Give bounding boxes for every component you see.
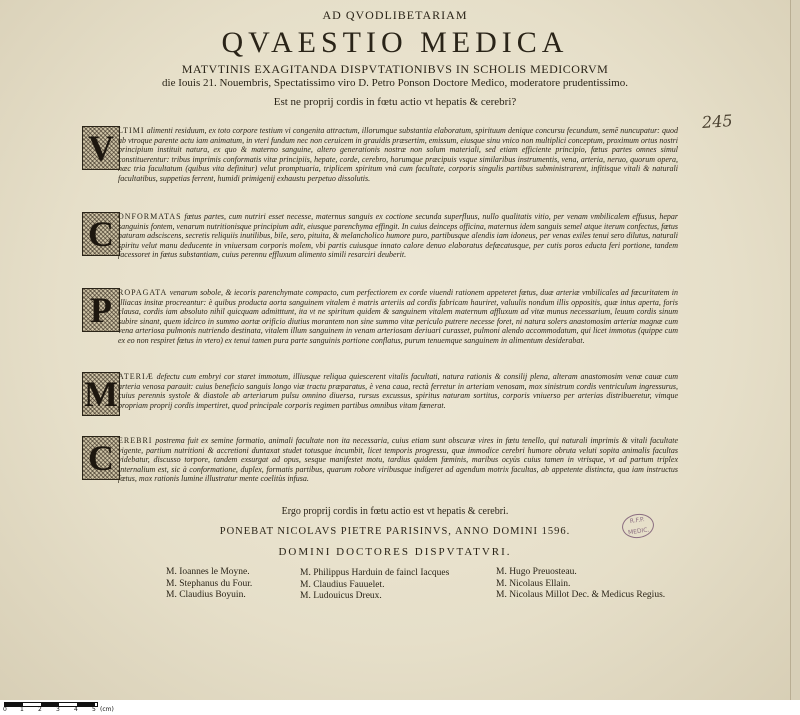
doctor-name: M. Ioannes le Moyne.	[166, 567, 250, 577]
doctors-column-3	[496, 567, 665, 602]
doctor-name: M. Ludouicus Dreux.	[300, 591, 382, 601]
paragraph-1	[118, 126, 678, 184]
header-line-1: AD QVODLIBETARIAM	[322, 8, 468, 22]
paragraph-1-lead: LTIMI	[118, 126, 145, 135]
library-stamp: R.F.P. MEDIC.	[620, 512, 655, 540]
dropcap-m: M	[82, 372, 120, 416]
dropcap-c: C	[82, 212, 120, 256]
paragraph-2	[118, 212, 678, 260]
paragraph-5-text: postrema fuit ex semine formatio, animali facultate non ita necessaria, cuius etiam sunt obscuræ vires in fœtu tenello, qui naturali imprimis & vitali facultate vigente, partium nutritioni & accretioni duntaxat studet totusque incumbit, licet temporis progressu, quæ immodice cerebri humore obruta veluti sopita animalis facultas videbatur, discusso torpore, tandem exsurgat ad opus, sesque manifestet motu, tardius quidem fœminis, maribus ocyùs cuius tamen in vtrisque, vt ad partum triplex internalium est, sic à conformatione, duplex, formatis partibus, quarum robore viribusque indigeret ad agendum motrix facultas, ab appetente distincta, qua iam instructus fœtus, mox rationis lumine illustratur mente coelitùs infusa.	[118, 436, 678, 484]
doctor-name: M. Stephanus du Four.	[166, 578, 253, 589]
paragraph-2-text: fœtus partes, cum nutriri esset necesse, maternus sanguis ex coctione secunda superfluus, nullo qualitatis vitio, per venam vmbilicalem effusus, hepar sanguinis fontem, venarum nutritionisque principium adit, eiusque parenchyma effingit. In cuius deinceps officina, maternus idem sanguis semel atque iterum confectus, fœtus naturam adsciscens, secretis reliquiis inutilibus, bile, sero, pituita, & melancholico humore puro, partibusque alendis iam idoneus, per venas exiles tenui sero dilutus, naturali spiritu velut manu deducente in vniuersam corporis molem, vbi partis cuiusque innato calore denuo elaboratus defæcatusque, per cutis poros educta feri portione, tandem facessoret in fœtus substantiam, cuius perennu effluxum alimento simili resarciri deuberit.	[118, 212, 678, 260]
scale-tick: 2	[38, 706, 42, 713]
ponebat-line: PONEBAT NICOLAVS PIETRE PARISINVS, ANNO DOMINI 1596.	[219, 526, 571, 537]
paragraph-3	[118, 288, 678, 346]
paragraph-3-text: venarum sobole, & iecoris parenchymate compacto, cum perfectiorem ex corde viuendi rationem appeteret fœtus, duæ arteriæ vmbilicales ad fœcuritatem in illiacas insitæ procreantur: è quibus producta aorta sanguinem vitalem è matris arteriis ad cordis fabricam hauriret, valuulis nondum illis oppositis, quæ intus aperta, foris clausa, cordis iam absoluto nihil quicquam admitttunt, ita vt ne spiritum quidem & sanguinem vitalem maternum affluxum ad vitæ munus necessarium, leuum cordis sinum subire sinant, quem idcirco in summo aortæ orificio diutius morantem non sine summo vitæ periculo putrere necesse foret, ni natura solers anastomosim arteriæ magnæ cum vena arteriosa pulmonis nutriendo destinata, vitalem illum sanguinem in venam arteriosam deriuari curasset, pulmoni alendo accommodatum, qui licet immotus (quippe cum ex eo non respiret fœtus in vtero) ex tenui tamen pura parte sanguinis portione conflatus, purum tenuemque sanguinem in alimentum desiderabat.	[118, 288, 678, 345]
doctor-name: M. Philippus Harduin de faincl Iacques	[300, 568, 450, 578]
scale-tick: 4	[74, 706, 78, 713]
doctor-name: M. Claudius Boyuin.	[166, 590, 246, 600]
paragraph-5-lead: EREBRI	[118, 436, 153, 445]
dropcap-p: P	[82, 288, 120, 332]
doctors-column-1	[166, 567, 252, 602]
dropcap-v: V	[82, 126, 120, 170]
conclusion-line: Ergo proprij cordis in fœtu actio est vt hepatis & cerebri.	[281, 506, 509, 517]
dropcap-c2: C	[82, 436, 120, 480]
doctor-name: M. Nicolaus Ellain.	[496, 578, 571, 589]
scale-ruler	[0, 700, 800, 715]
scale-bar	[4, 702, 98, 707]
doctor-name: M. Nicolaus Millot Dec. & Medicus Regius.	[496, 590, 666, 600]
doctor-name: M. Hugo Preuosteau.	[496, 567, 577, 577]
scale-unit: (cm)	[100, 706, 114, 713]
paragraph-1-text: alimenti residuum, ex toto corpore testium vi congenita attractum, illorumque substantia elaboratum, spirituum denique concursu fecundum, semē nuncupatur: quod ab vtroque parente actu iam animatum, in vteri fundum nec non ceruicem in grauidis præsertim, emissum, eiusque sinu vnico non multiplici conceptum, proximum ortus nostri principium instituit natura, ex quo & materno sanguine, altero generationis nostræ non solum materiali, sed etiam efficiente principio, fœtus partes omnes simul constituerentur: tribus imprimis conformatis vitæ principiis, hepate, corde, cerebro, horumque præcipuis vsque similaribus instrumentis, vena, arteria, neruo, quorum opera, hæc tria facultatum (quibus vita definitur) velut promptuaria, triplicem spiritum vnà cum facultate, corporis singulis partibus subministrarent, infitisque vitali & naturali facultatibus, suppetias ferrent, humidi primigenij exhaustu perpetuo dissolutis.	[118, 126, 678, 183]
adjacent-page-edge	[790, 0, 800, 700]
page-title: QVAESTIO MEDICA	[221, 26, 569, 59]
doctor-name: M. Claudius Fauuelet.	[300, 579, 385, 590]
paragraph-2-lead: ONFORMATAS	[118, 212, 182, 221]
header-line-3: MATVTINIS EXAGITANDA DISPVTATIONIBVS IN SCHOLIS MEDICORVM	[181, 62, 609, 76]
scale-tick: 0	[3, 706, 7, 713]
doctors-column-2	[300, 568, 449, 603]
scale-tick: 5	[92, 706, 96, 713]
paragraph-4-lead: ATERIÆ	[118, 372, 154, 381]
paragraph-3-lead: ROPAGATA	[118, 288, 168, 297]
question-line: Est ne proprij cordis in fœtu actio vt hepatis & cerebri?	[273, 96, 517, 108]
handwritten-folio-number: 245	[701, 110, 734, 133]
paragraph-4-text: defectu cum embryi cor staret immotum, illiusque reliqua quiescerent vitalis facultati, natura rationis & consilij plena, alteram anastomosim venæ cauæ cum arteria venosa parauit: cuius beneficio sanguis longo viæ tractu præparatus, è vena caua, rectà ferretur in arteriam venosam, mox sinistrum cordis ventriculum ingressurus, cuius perennis systole & diastole ab arteriarum pulsu omnino diuersa, rursus excussus, spiritus naturam sortitus, corporis vniuerso per arterias distribueretur, vimque propriam proprij cordis impertiret, quod principale corporis regimen partibus omnibus vitam fœnerat.	[118, 372, 679, 410]
domini-heading: DOMINI DOCTORES DISPVTATVRI.	[278, 546, 512, 558]
paragraph-5	[118, 436, 678, 484]
paragraph-4	[118, 372, 678, 410]
scale-tick: 3	[56, 706, 60, 713]
header-line-4: die Iouis 21. Nouembris, Spectatissimo viro D. Petro Ponson Doctore Medico, moderatore prudentissimo.	[162, 77, 628, 89]
scale-tick: 1	[20, 706, 24, 713]
